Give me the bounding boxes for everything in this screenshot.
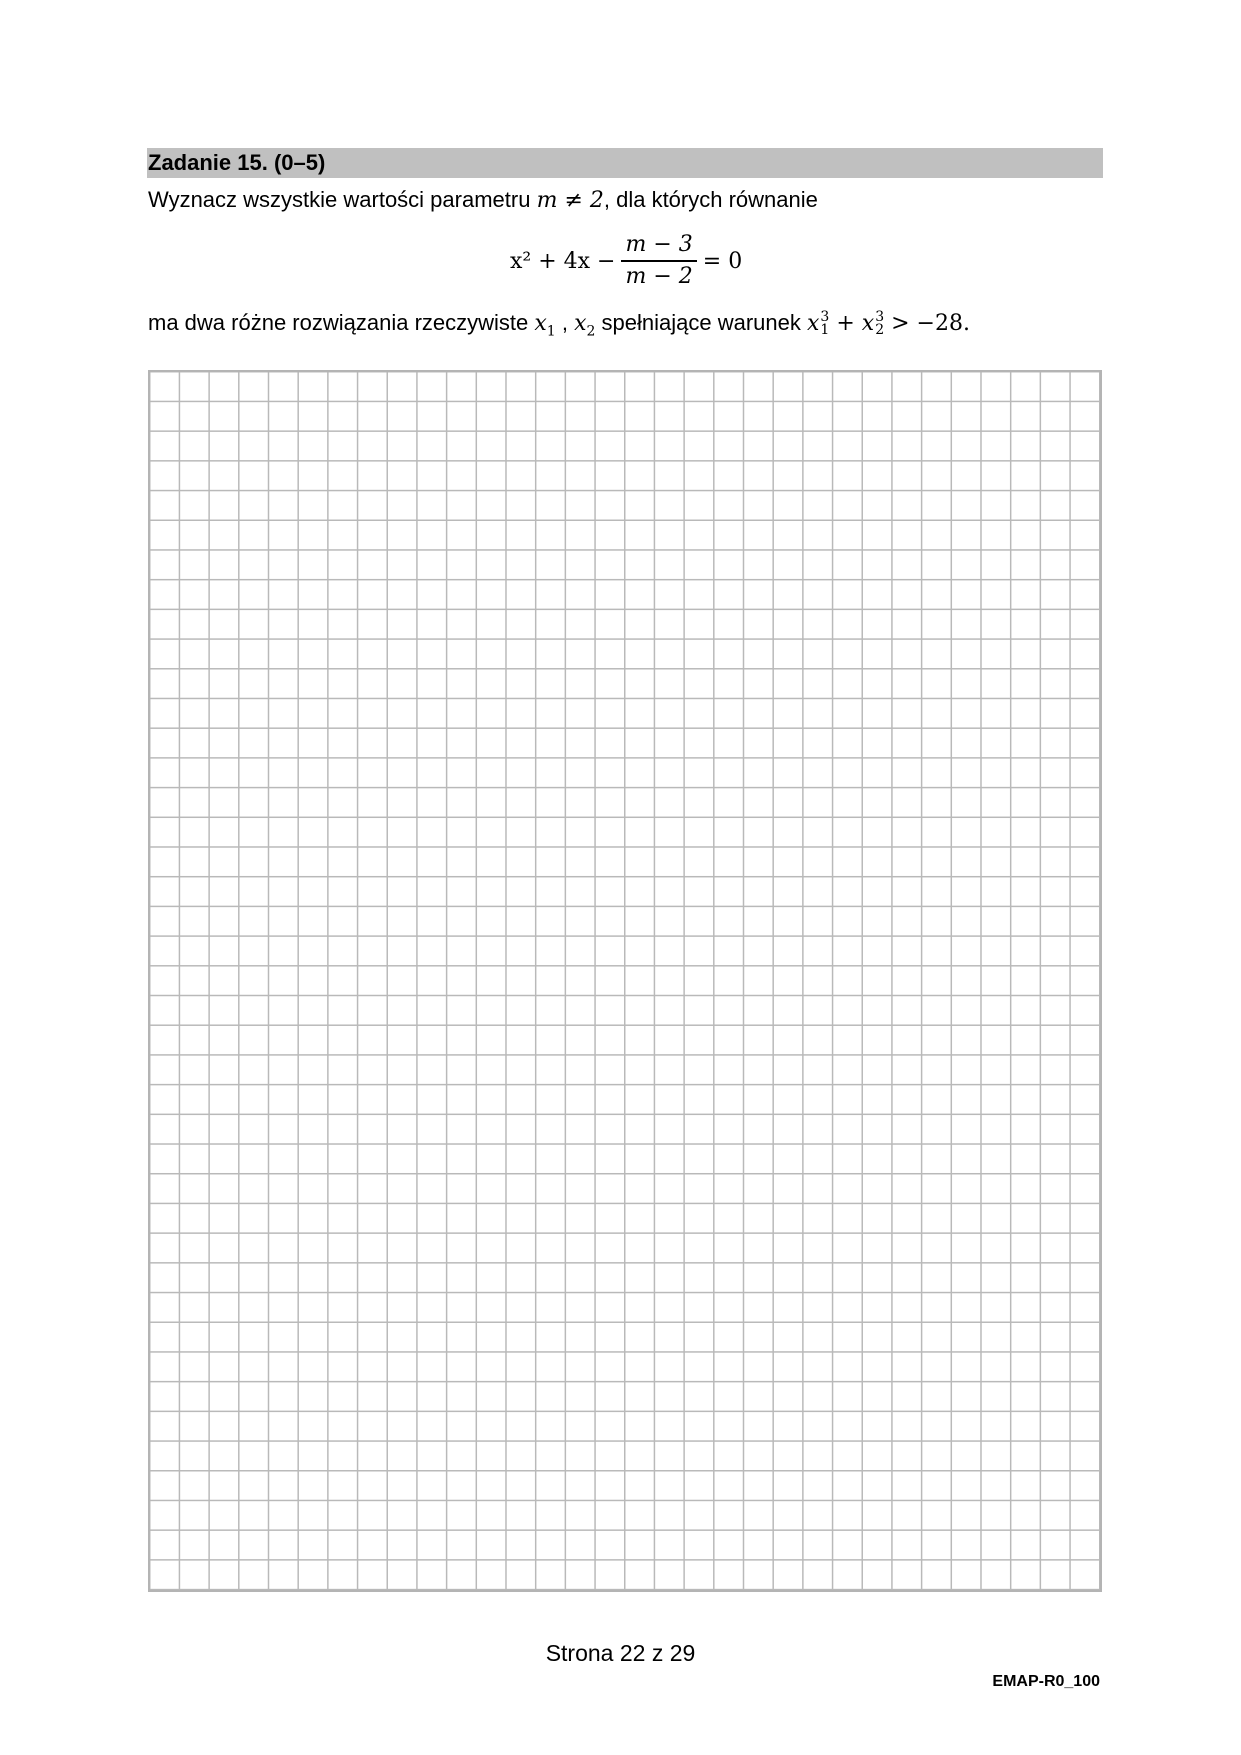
root-x2: $x_2$ <box>574 311 596 340</box>
page-number: Strona 22 z 29 <box>545 1640 696 1666</box>
task-title: Zadanie 15. (0–5) <box>148 150 326 175</box>
task-instruction <box>148 184 818 217</box>
condition-prefix: ma dwa różne rozwiązania rzeczywiste <box>148 310 535 335</box>
equation-fraction <box>621 230 696 292</box>
root-x1: $x_1$ <box>534 311 556 340</box>
parameter-variable: m <box>536 188 558 213</box>
condition-middle: spełniające warunek <box>601 310 807 335</box>
parameter-condition: ≠ 2 <box>557 188 604 213</box>
exam-code: EMAP-R0_100 <box>992 1673 1100 1690</box>
roots-separator: , <box>555 310 575 335</box>
inequality: x 3 1 + x 3 2 > −28. <box>807 309 970 338</box>
instruction-prefix: Wyznacz wszystkie wartości parametru <box>148 187 537 212</box>
answer-grid[interactable] <box>148 370 1102 1592</box>
fraction-numerator: m − 3 <box>625 232 693 258</box>
task-condition <box>148 307 970 340</box>
instruction-suffix: , dla których równanie <box>603 187 818 212</box>
fraction-denominator: m − 2 <box>625 263 693 289</box>
equation <box>510 228 742 294</box>
equation-right: = 0 <box>702 248 743 274</box>
task-header <box>147 148 1103 178</box>
equation-left: x² + 4x − <box>510 248 616 274</box>
